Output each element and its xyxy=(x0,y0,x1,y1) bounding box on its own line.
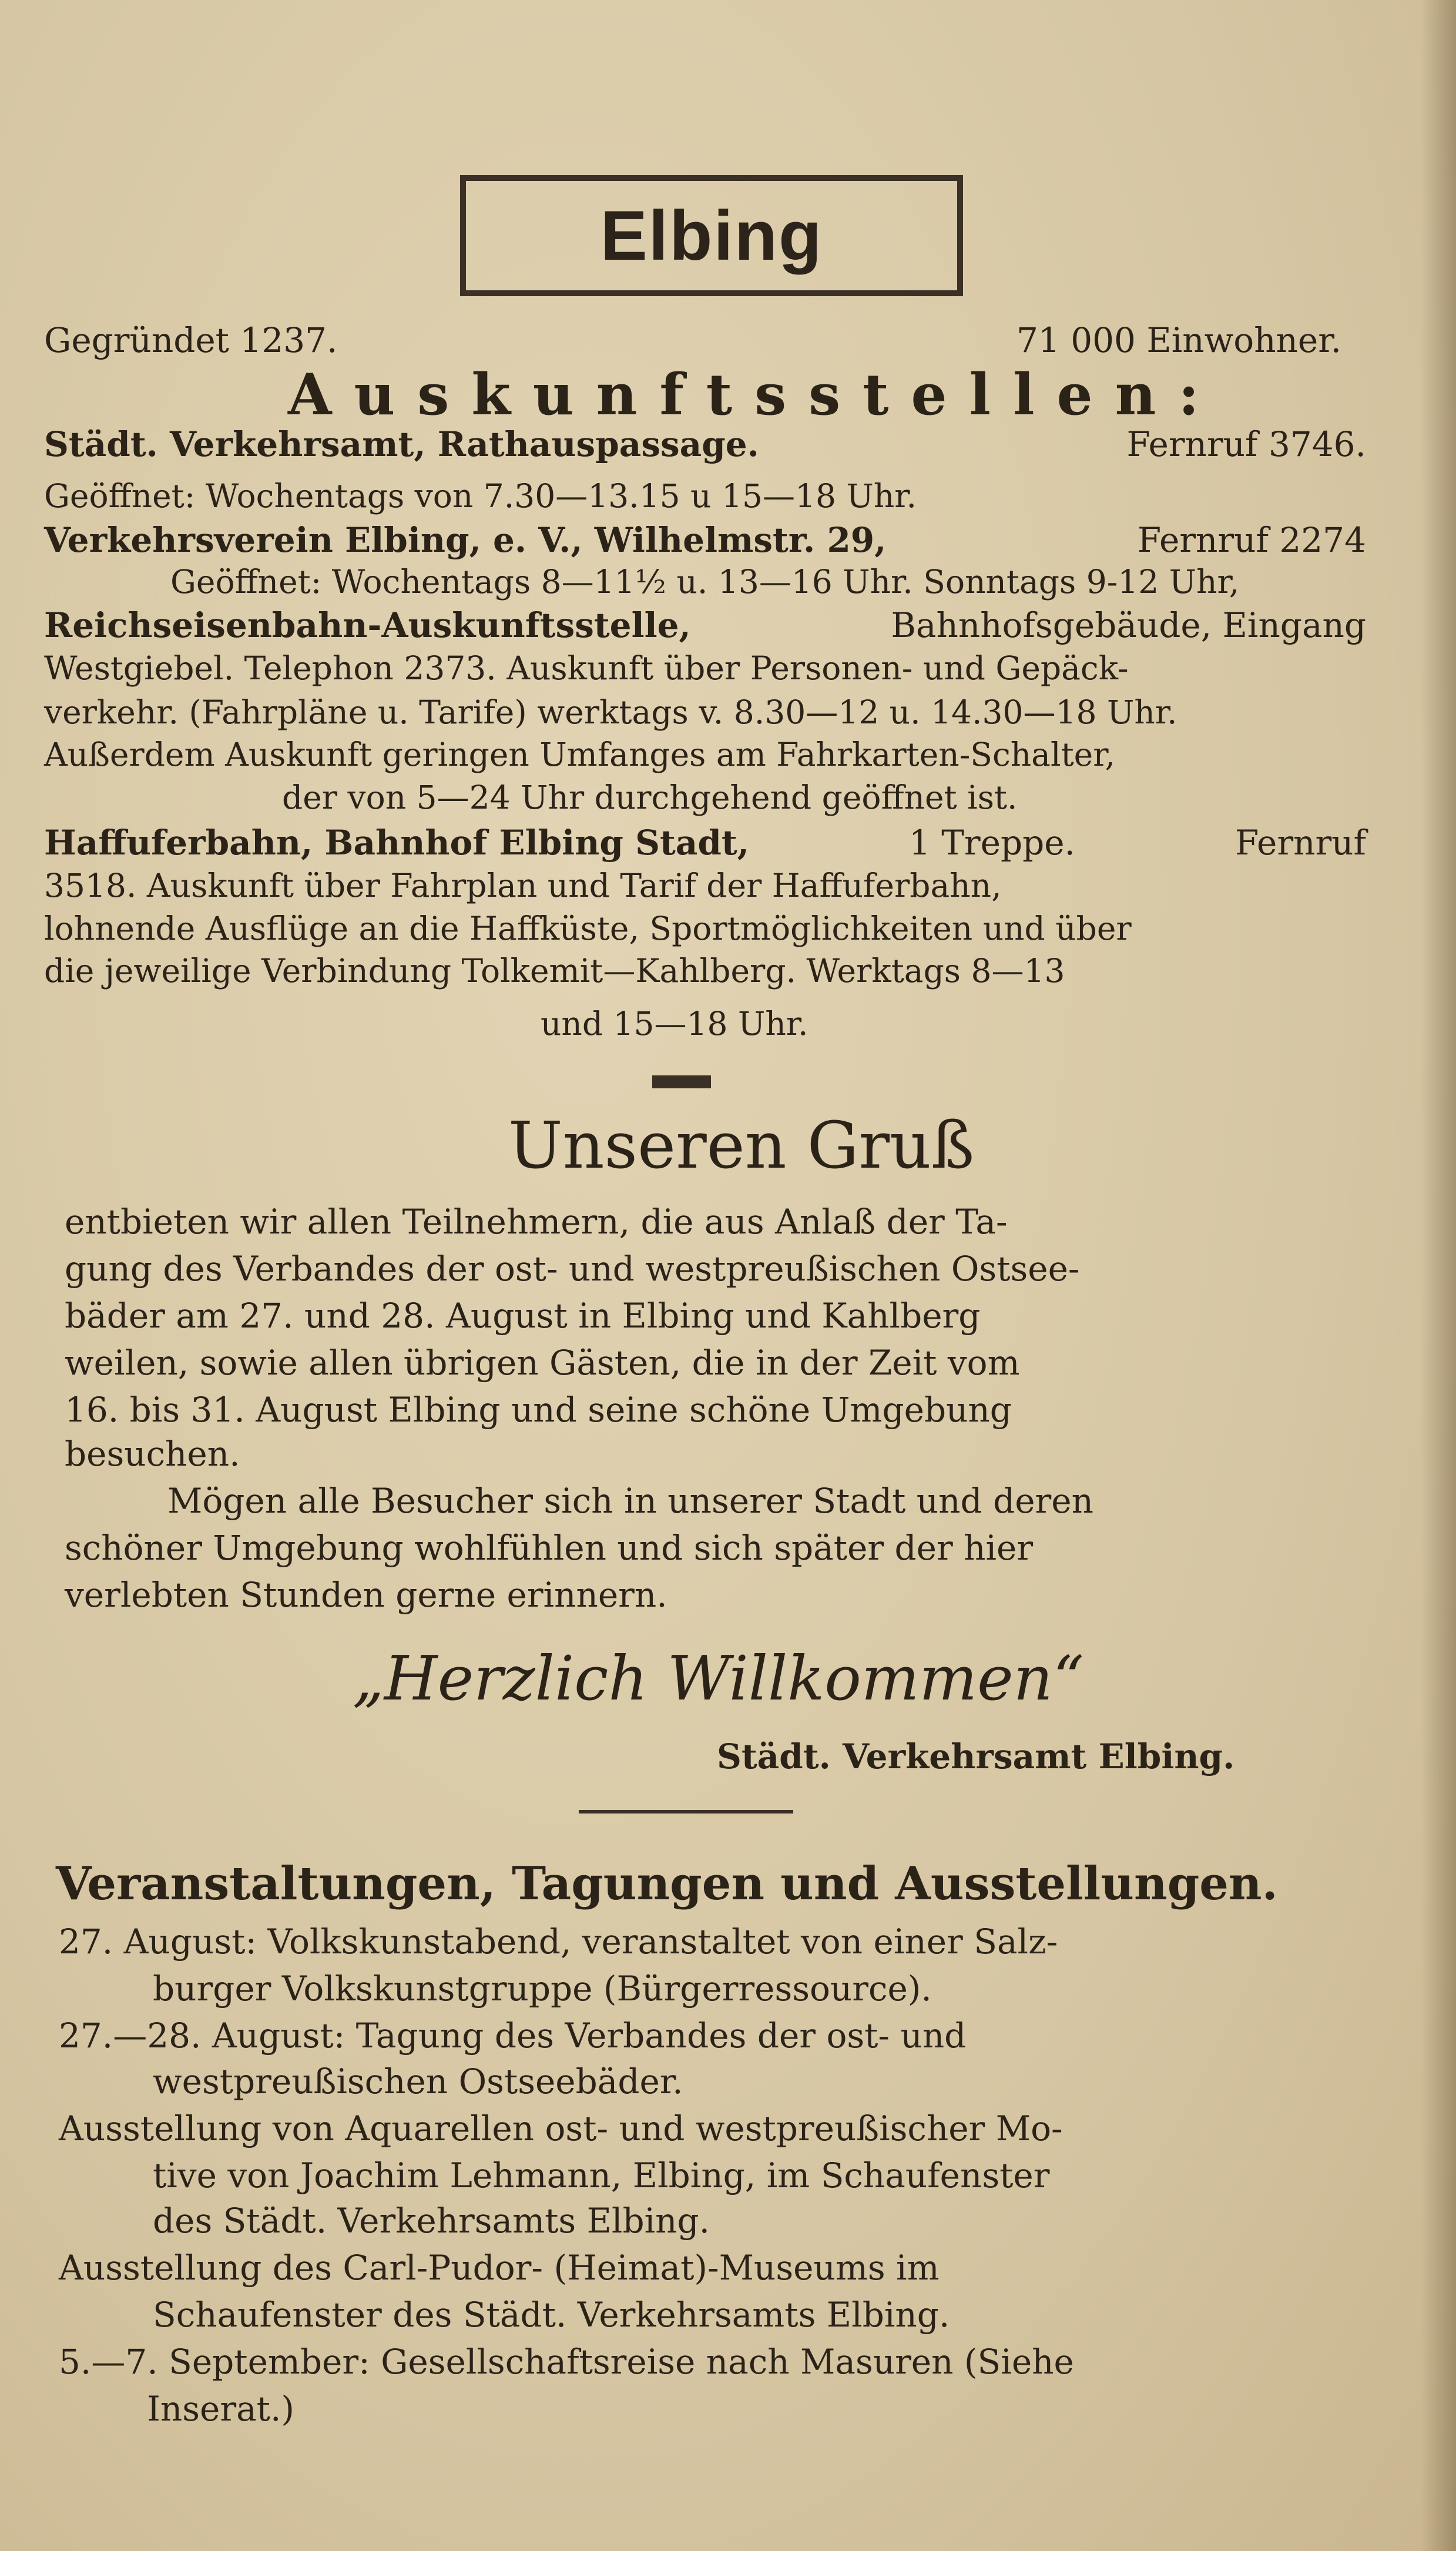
info-line-3 xyxy=(44,520,1366,560)
section-ornament xyxy=(652,1075,711,1088)
page-edge-shadow xyxy=(1421,0,1456,2551)
gruss-line-7: Mögen alle Besucher sich in unserer Stadt und deren xyxy=(167,1481,1093,1521)
gruss-line-5: 16. bis 31. August Elbing und seine schöne Umgebung xyxy=(65,1390,1012,1430)
info-line-7: verkehr. (Fahrpläne u. Tarife) werktags v. 8.30—12 u. 14.30—18 Uhr. xyxy=(44,693,1177,731)
event-line-9: Schaufenster des Städt. Verkehrsamts Elbing. xyxy=(153,2295,950,2335)
event-line-7: des Städt. Verkehrsamts Elbing. xyxy=(153,2201,710,2241)
event-line-6: tive von Joachim Lehmann, Elbing, im Schaufenster xyxy=(153,2156,1050,2195)
info-line-13: die jeweilige Verbindung Tolkemit—Kahlberg. Werktags 8—13 xyxy=(44,952,1065,990)
event-line-5: Ausstellung von Aquarellen ost- und westpreußischer Mo- xyxy=(59,2108,1063,2148)
info-line-12: lohnende Ausflüge an die Haffküste, Sportmöglichkeiten und über xyxy=(44,910,1132,947)
info-line-5 xyxy=(44,605,1366,645)
signature: Städt. Verkehrsamt Elbing. xyxy=(717,1737,1235,1776)
gruss-line-2: gung des Verbandes der ost- und westpreußischen Ostsee- xyxy=(65,1249,1080,1289)
gruss-line-9: verlebten Stunden gerne erinnern. xyxy=(65,1575,667,1615)
event-line-8: Ausstellung des Carl-Pudor- (Heimat)-Museums im xyxy=(59,2248,940,2288)
info-line-14: und 15—18 Uhr. xyxy=(541,1005,808,1042)
info-line-6: Westgiebel. Telephon 2373. Auskunft über Personen- und Gepäck- xyxy=(44,649,1129,687)
gruss-line-1: entbieten wir allen Teilnehmern, die aus Anlaß der Ta- xyxy=(65,1202,1008,1242)
info-line-11: 3518. Auskunft über Fahrplan und Tarif der Haffuferbahn, xyxy=(44,867,1002,904)
gruss-line-4: weilen, sowie allen übrigen Gästen, die in der Zeit vom xyxy=(65,1343,1020,1383)
event-line-11: Inserat.) xyxy=(147,2389,295,2429)
founded-text: Gegründet 1237. xyxy=(44,320,338,360)
haffuferbahn-floor: 1 Treppe. xyxy=(908,823,1075,863)
info-line-2: Geöffnet: Wochentags von 7.30—13.15 u 15—18 Uhr. xyxy=(44,477,917,515)
verkehrsamt-phone: Fernruf 3746. xyxy=(1126,424,1366,464)
divider-rule xyxy=(579,1810,793,1813)
info-line-1 xyxy=(44,424,1366,464)
title-box xyxy=(460,175,963,296)
reichsbahn-location: Bahnhofsgebäude, Eingang xyxy=(891,605,1366,645)
verkehrsverein-name: Verkehrsverein Elbing, e. V., Wilhelmstr. 29, xyxy=(44,520,887,560)
haffuferbahn-phone-label: Fernruf xyxy=(1234,823,1366,863)
gruss-heading: Unseren Gruß xyxy=(508,1108,975,1183)
event-line-1: 27. August: Volkskunstabend, veranstaltet von einer Salz- xyxy=(59,1922,1058,1962)
event-line-3: 27.—28. August: Tagung des Verbandes der ost- und xyxy=(59,2016,967,2056)
reichsbahn-name: Reichseisenbahn-Auskunftsstelle, xyxy=(44,605,691,645)
auskunft-heading: Auskunftsstellen: xyxy=(288,361,1222,428)
events-heading: Veranstaltungen, Tagungen und Ausstellungen. xyxy=(56,1857,1278,1910)
event-line-10: 5.—7. September: Gesellschaftsreise nach Masuren (Siehe xyxy=(59,2342,1074,2382)
info-line-9: der von 5—24 Uhr durchgehend geöffnet ist. xyxy=(282,779,1018,816)
population-text: 71 000 Einwohner. xyxy=(1016,320,1342,360)
verkehrsamt-name: Städt. Verkehrsamt, Rathauspassage. xyxy=(44,424,759,464)
page-title: Elbing xyxy=(600,196,823,275)
gruss-line-6: besuchen. xyxy=(65,1434,240,1474)
herzlich-willkommen: „Herzlich Willkommen“ xyxy=(353,1642,1084,1714)
info-line-4: Geöffnet: Wochentags 8—11½ u. 13—16 Uhr. Sonntags 9-12 Uhr, xyxy=(170,563,1240,601)
info-line-10 xyxy=(44,823,1366,863)
event-line-2: burger Volkskunstgruppe (Bürgerressource). xyxy=(153,1969,932,2009)
verkehrsverein-phone: Fernruf 2274 xyxy=(1137,520,1366,560)
haffuferbahn-name: Haffuferbahn, Bahnhof Elbing Stadt, xyxy=(44,823,749,863)
event-line-4: westpreußischen Ostseebäder. xyxy=(153,2061,683,2101)
gruss-line-8: schöner Umgebung wohlfühlen und sich später der hier xyxy=(65,1528,1034,1568)
info-line-8: Außerdem Auskunft geringen Umfanges am Fahrkarten-Schalter, xyxy=(44,736,1115,773)
gruss-line-3: bäder am 27. und 28. August in Elbing und Kahlberg xyxy=(65,1296,981,1336)
